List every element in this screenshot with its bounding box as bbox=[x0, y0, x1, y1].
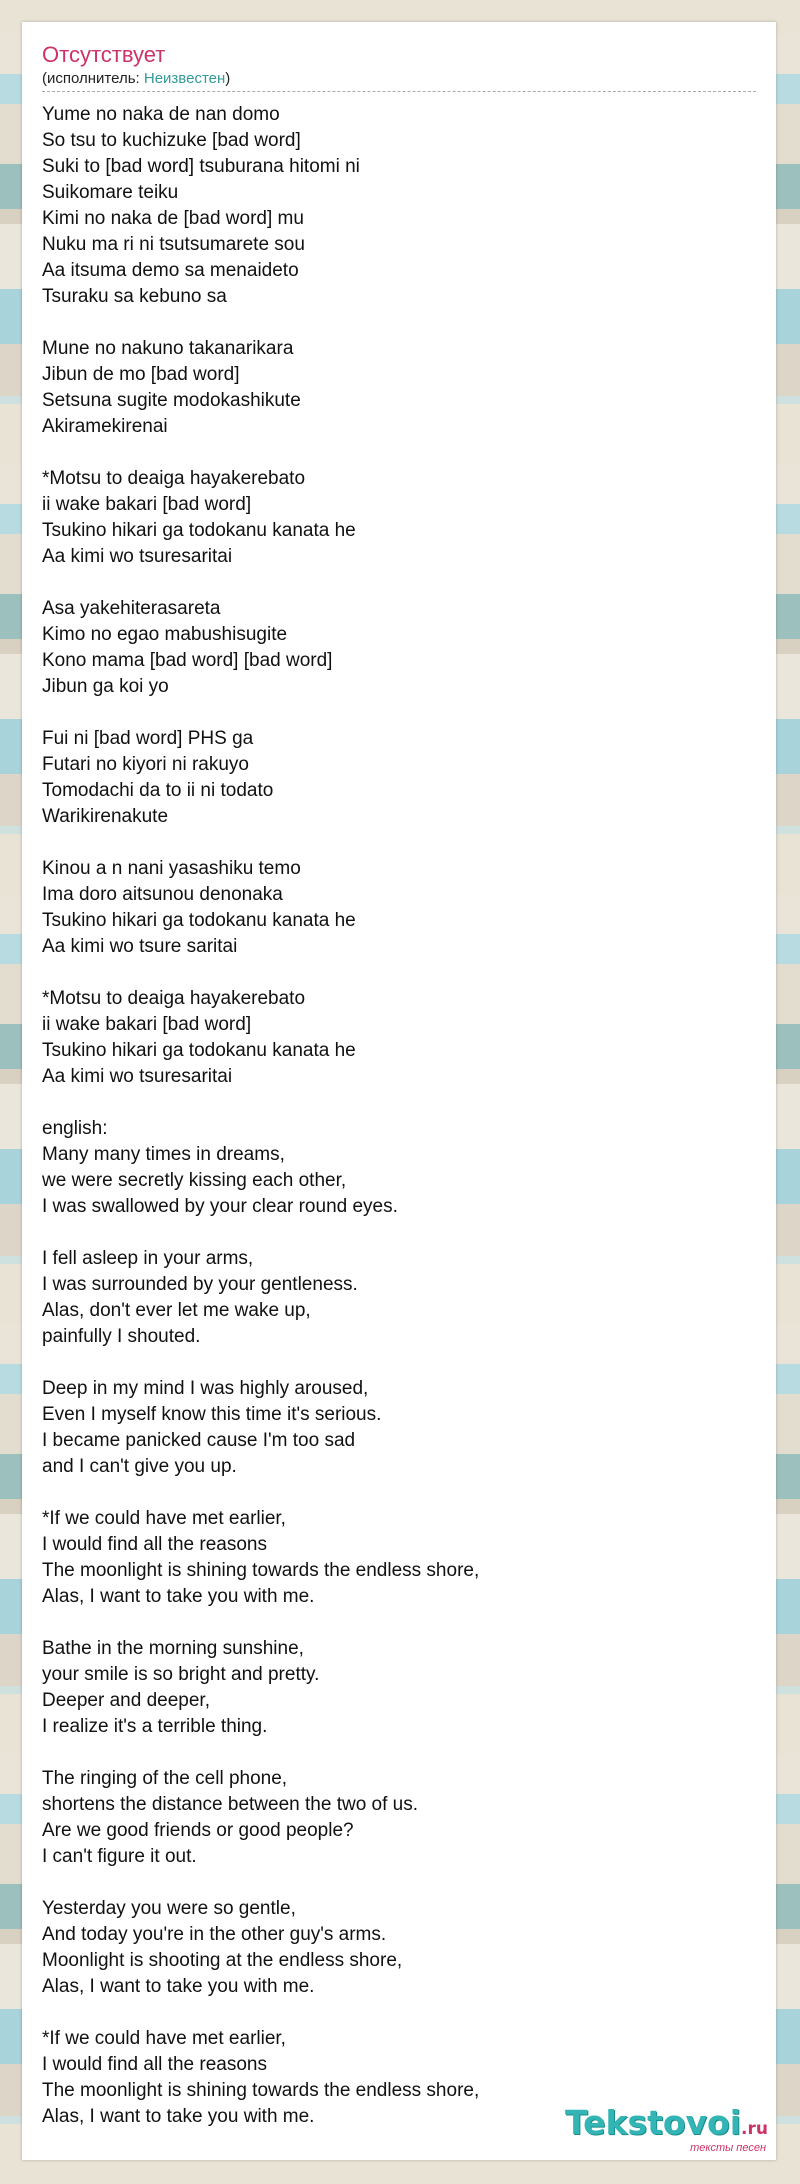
lyric-line: Setsuna sugite modokashikute bbox=[42, 390, 301, 411]
lyric-line: your smile is so bright and pretty. bbox=[42, 1664, 320, 1685]
lyric-line: Aa kimi wo tsuresaritai bbox=[42, 1066, 233, 1087]
lyric-line: So tsu to kuchizuke [bad word] bbox=[42, 130, 301, 151]
lyric-line: Bathe in the morning sunshine, bbox=[42, 1638, 304, 1659]
lyric-line: english: bbox=[42, 1118, 108, 1139]
lyric-line: Tsukino hikari ga todokanu kanata he bbox=[42, 1040, 356, 1061]
lyric-line: I realize it's a terrible thing. bbox=[42, 1716, 268, 1737]
artist-prefix: (исполнитель: bbox=[42, 70, 144, 87]
lyric-line: Deep in my mind I was highly aroused, bbox=[42, 1378, 369, 1399]
lyric-blank-line bbox=[42, 310, 756, 336]
lyric-line: Fui ni [bad word] PHS ga bbox=[42, 728, 254, 749]
site-logo[interactable] bbox=[565, 2103, 768, 2154]
lyric-line: Aa itsuma demo sa menaideto bbox=[42, 260, 299, 281]
lyric-line: Mune no nakuno takanarikara bbox=[42, 338, 294, 359]
lyric-line: Tsukino hikari ga todokanu kanata he bbox=[42, 910, 356, 931]
lyric-line: Nuku ma ri ni tsutsumarete sou bbox=[42, 234, 305, 255]
lyric-blank-line bbox=[42, 960, 756, 986]
lyric-line: *Motsu to deaiga hayakerebato bbox=[42, 988, 306, 1009]
lyric-line: shortens the distance between the two of us. bbox=[42, 1794, 419, 1815]
lyric-line: Alas, I want to take you with me. bbox=[42, 1976, 315, 1997]
lyric-line: Suki to [bad word] tsuburana hitomi ni bbox=[42, 156, 360, 177]
artist-suffix: ) bbox=[225, 70, 231, 87]
lyric-line: Deeper and deeper, bbox=[42, 1690, 210, 1711]
lyric-line: Kinou a n nani yasashiku temo bbox=[42, 858, 301, 879]
lyric-line: Tomodachi da to ii ni todato bbox=[42, 780, 274, 801]
logo-wordmark bbox=[565, 2103, 768, 2146]
lyric-line: Suikomare teiku bbox=[42, 182, 179, 203]
lyric-line: The moonlight is shining towards the endless shore, bbox=[42, 2080, 480, 2101]
lyric-line: The ringing of the cell phone, bbox=[42, 1768, 288, 1789]
lyric-blank-line bbox=[42, 2000, 756, 2026]
lyric-line: Many many times in dreams, bbox=[42, 1144, 285, 1165]
logo-tagline: тексты песен bbox=[690, 2142, 766, 2154]
song-title: Отсутствует bbox=[42, 42, 166, 67]
lyric-line: Are we good friends or good people? bbox=[42, 1820, 354, 1841]
lyric-line: Alas, don't ever let me wake up, bbox=[42, 1300, 311, 1321]
lyric-line: Alas, I want to take you with me. bbox=[42, 1586, 315, 1607]
lyric-line: Warikirenakute bbox=[42, 806, 169, 827]
lyric-line: Aa kimi wo tsure saritai bbox=[42, 936, 238, 957]
logo-name: Tekstovoi bbox=[565, 2103, 742, 2142]
lyric-blank-line bbox=[42, 1610, 756, 1636]
lyrics-card bbox=[22, 22, 776, 2160]
lyric-blank-line bbox=[42, 1480, 756, 1506]
logo-tld: .ru bbox=[741, 2119, 768, 2139]
lyric-line: I fell asleep in your arms, bbox=[42, 1248, 254, 1269]
lyric-line: ii wake bakari [bad word] bbox=[42, 1014, 252, 1035]
lyric-line: Jibun ga koi yo bbox=[42, 676, 169, 697]
lyric-line: Kono mama [bad word] [bad word] bbox=[42, 650, 333, 671]
lyric-line: *Motsu to deaiga hayakerebato bbox=[42, 468, 306, 489]
lyric-line: I became panicked cause I'm too sad bbox=[42, 1430, 356, 1451]
lyric-line: and I can't give you up. bbox=[42, 1456, 237, 1477]
lyric-blank-line bbox=[42, 1090, 756, 1116]
lyric-line: Akiramekirenai bbox=[42, 416, 168, 437]
lyric-blank-line bbox=[42, 1350, 756, 1376]
lyrics-text bbox=[42, 102, 756, 2130]
lyric-line: I can't figure it out. bbox=[42, 1846, 197, 1867]
artist-link[interactable]: Неизвестен bbox=[143, 70, 226, 87]
lyric-line: Even I myself know this time it's serious. bbox=[42, 1404, 382, 1425]
lyric-line: painfully I shouted. bbox=[42, 1326, 201, 1347]
lyric-line: Kimi no naka de [bad word] mu bbox=[42, 208, 304, 229]
lyric-line: And today you're in the other guy's arms. bbox=[42, 1924, 387, 1945]
lyric-line: Jibun de mo [bad word] bbox=[42, 364, 240, 385]
lyric-blank-line bbox=[42, 1870, 756, 1896]
lyric-blank-line bbox=[42, 700, 756, 726]
lyric-blank-line bbox=[42, 830, 756, 856]
lyric-line: Kimo no egao mabushisugite bbox=[42, 624, 288, 645]
lyric-line: The moonlight is shining towards the endless shore, bbox=[42, 1560, 480, 1581]
lyric-line: I was surrounded by your gentleness. bbox=[42, 1274, 358, 1295]
lyric-line: I would find all the reasons bbox=[42, 1534, 267, 1555]
lyric-line: ii wake bakari [bad word] bbox=[42, 494, 252, 515]
lyric-line: we were secretly kissing each other, bbox=[42, 1170, 347, 1191]
lyric-line: Yesterday you were so gentle, bbox=[42, 1898, 296, 1919]
artist-line bbox=[42, 69, 756, 92]
lyric-line: Tsuraku sa kebuno sa bbox=[42, 286, 227, 307]
lyric-line: Aa kimi wo tsuresaritai bbox=[42, 546, 233, 567]
lyric-line: Yume no naka de nan domo bbox=[42, 104, 280, 125]
lyric-blank-line bbox=[42, 440, 756, 466]
lyric-line: Futari no kiyori ni rakuyo bbox=[42, 754, 249, 775]
lyric-line: *If we could have met earlier, bbox=[42, 2028, 286, 2049]
lyric-blank-line bbox=[42, 1740, 756, 1766]
lyric-line: Moonlight is shooting at the endless shore, bbox=[42, 1950, 403, 1971]
lyric-line: Asa yakehiterasareta bbox=[42, 598, 221, 619]
lyric-line: *If we could have met earlier, bbox=[42, 1508, 286, 1529]
lyric-line: I was swallowed by your clear round eyes. bbox=[42, 1196, 398, 1217]
lyric-line: Ima doro aitsunou denonaka bbox=[42, 884, 283, 905]
lyric-line: Alas, I want to take you with me. bbox=[42, 2106, 315, 2127]
lyric-line: I would find all the reasons bbox=[42, 2054, 267, 2075]
lyric-blank-line bbox=[42, 1220, 756, 1246]
lyric-blank-line bbox=[42, 570, 756, 596]
lyric-line: Tsukino hikari ga todokanu kanata he bbox=[42, 520, 356, 541]
